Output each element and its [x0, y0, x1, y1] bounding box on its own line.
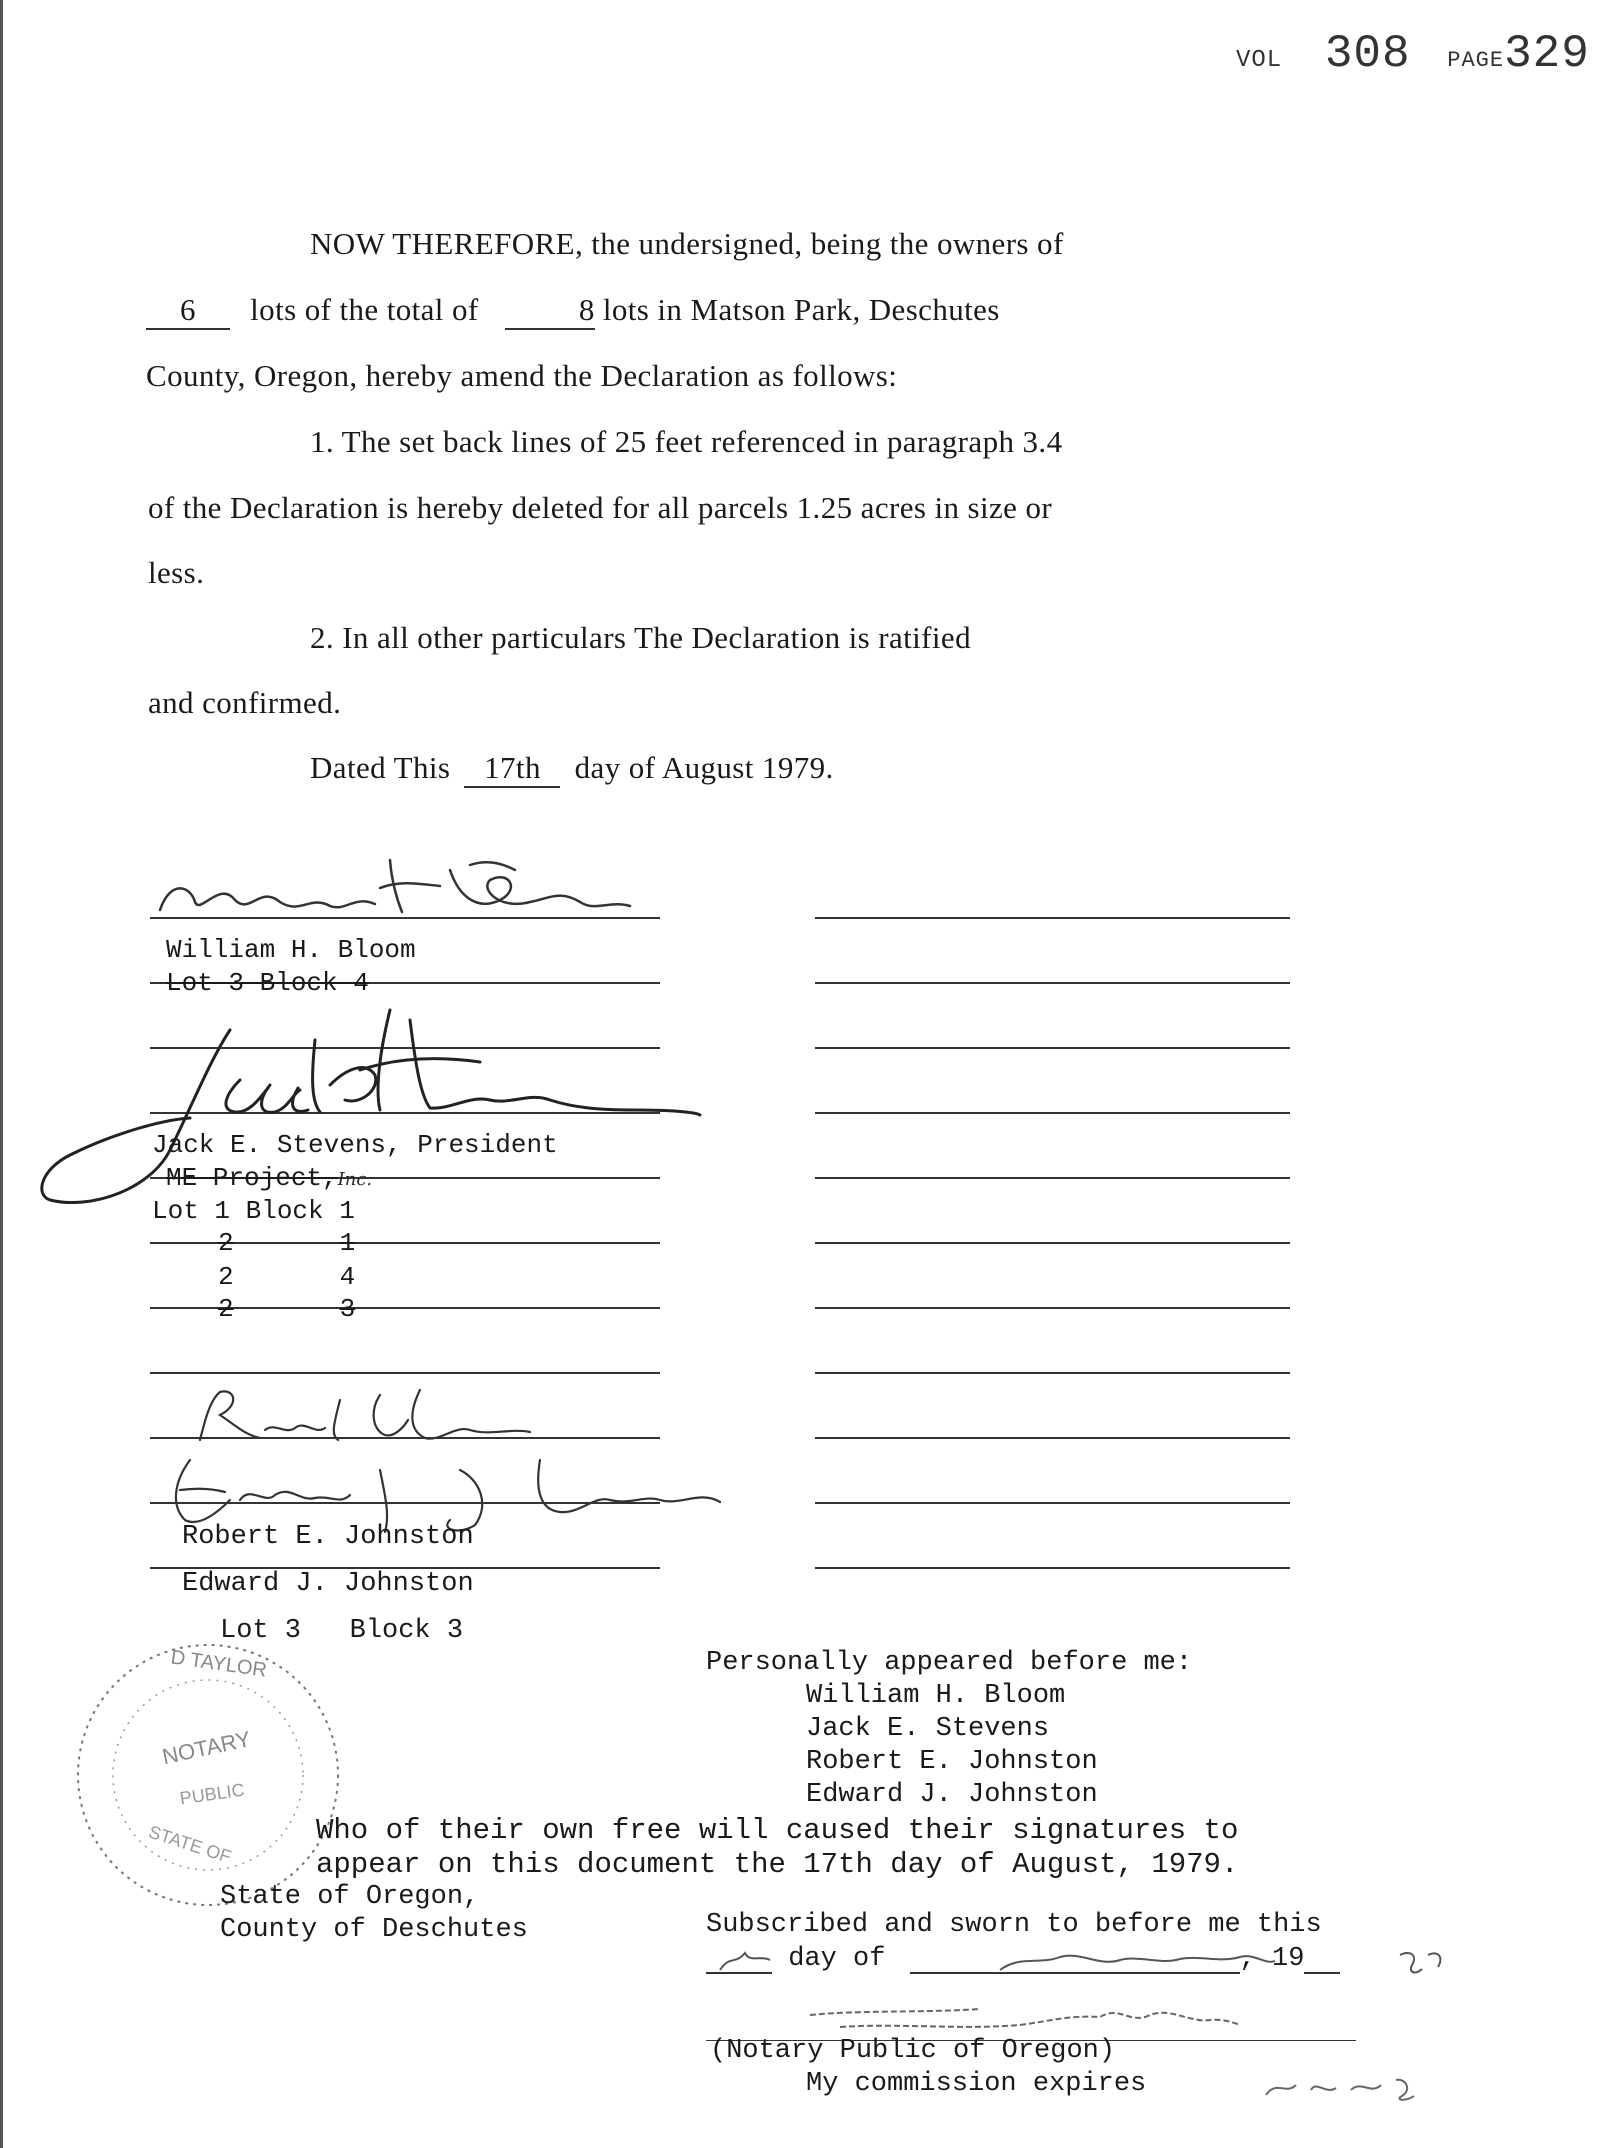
vol-number: 308	[1324, 28, 1411, 80]
sig-line-right-3	[815, 1047, 1290, 1049]
dated-day: 17th	[484, 750, 541, 785]
sig-line-right-4	[815, 1112, 1290, 1114]
page-edge	[0, 0, 3, 2148]
lot-header: Lot 1 Block 1	[152, 1196, 355, 1226]
lot-row-2	[218, 1262, 355, 1292]
sig-line-right-8	[815, 1372, 1290, 1374]
sworn-year-prefix: , 19	[1239, 1944, 1305, 1974]
stevens-company: ME Project,	[166, 1163, 338, 1193]
lot-row-3	[218, 1294, 355, 1324]
stevens-name: Jack E. Stevens, President	[152, 1130, 558, 1160]
intro-mid: lots of the total of	[250, 292, 479, 327]
free-will-line-2: appear on this document the 17th day of August, 1979.	[316, 1848, 1239, 1881]
appeared-label: Personally appeared before me:	[706, 1648, 1193, 1678]
lot-row-3-block: 3	[339, 1294, 356, 1324]
free-will-line-1: Who of their own free will caused their signatures to	[316, 1814, 1239, 1847]
sig-line-right-7	[815, 1307, 1290, 1309]
appeared-name-3: Robert E. Johnston	[806, 1747, 1098, 1777]
item-1-line-3: less.	[148, 555, 205, 590]
dated-line	[310, 750, 834, 788]
lots-total-blank	[505, 292, 595, 330]
intro-line-1: NOW THEREFORE, the undersigned, being the owners of	[310, 226, 1064, 261]
item-2-line-2: and confirmed.	[148, 685, 342, 720]
seal-text-mid: NOTARY	[159, 1726, 253, 1770]
seal-text-low: PUBLIC	[178, 1779, 246, 1809]
dated-day-blank	[464, 750, 560, 788]
lot-row-1-block: 1	[339, 1228, 356, 1258]
bloom-lot: Lot 3 Block 4	[166, 968, 369, 998]
sig-line-left-8	[150, 1372, 660, 1374]
handwritten-sworn-date	[700, 1925, 1460, 1985]
lots-owned-blank	[146, 292, 230, 330]
sig-line-right-1	[815, 917, 1290, 919]
venue-state: State of Oregon,	[220, 1882, 480, 1912]
lot-row-3-lot: 2	[218, 1294, 234, 1324]
edward-name: Edward J. Johnston	[182, 1569, 474, 1599]
notary-title: (Notary Public of Oregon)	[710, 2036, 1116, 2066]
stevens-company-line	[166, 1163, 372, 1193]
vol-label: VOL	[1236, 47, 1283, 74]
seal-text-top: D TAYLOR	[169, 1646, 269, 1682]
lot-row-2-lot: 2	[218, 1262, 234, 1292]
recording-stamp	[1236, 28, 1590, 80]
johnston-lot: Lot 3 Block 3	[220, 1616, 464, 1646]
sig-line-right-10	[815, 1502, 1290, 1504]
dated-prefix: Dated This	[310, 750, 451, 785]
item-2-line-1: 2. In all other particulars The Declaration is ratified	[310, 620, 971, 655]
appeared-name-2: Jack E. Stevens	[806, 1714, 1050, 1744]
robert-name: Robert E. Johnston	[182, 1522, 474, 1552]
item-1-line-1: 1. The set back lines of 25 feet referenced in paragraph 3.4	[310, 424, 1063, 459]
dated-suffix: day of August 1979.	[574, 750, 834, 785]
lots-owned: 6	[180, 292, 196, 327]
intro-line-2	[146, 292, 1000, 330]
intro-end: lots in Matson Park, Deschutes	[602, 292, 1000, 327]
sig-line-right-11	[815, 1567, 1290, 1569]
venue-county: County of Deschutes	[220, 1915, 528, 1945]
lot-row-2-block: 4	[339, 1262, 356, 1292]
lot-row-1-lot: 2	[218, 1228, 234, 1258]
bloom-name: William H. Bloom	[166, 935, 416, 965]
commission-label: My commission expires	[806, 2069, 1147, 2099]
sig-line-right-6	[815, 1242, 1290, 1244]
lot-row-1	[218, 1228, 355, 1258]
seal-text-bottom: STATE OF	[146, 1821, 234, 1867]
handwritten-commission-date	[1256, 2060, 1436, 2110]
signature-bloom	[140, 840, 660, 930]
appeared-name-1: William H. Bloom	[806, 1681, 1066, 1711]
sworn-label: Subscribed and sworn to before me this	[706, 1910, 1322, 1940]
sig-line-right-2	[815, 982, 1290, 984]
sworn-day-label: day of	[788, 1944, 886, 1974]
sig-line-right-9	[815, 1437, 1290, 1439]
intro-line-3: County, Oregon, hereby amend the Declaration as follows:	[146, 358, 898, 393]
page-number: 329	[1504, 28, 1590, 80]
sig-line-right-5	[815, 1177, 1290, 1179]
item-1-line-2: of the Declaration is hereby deleted for all parcels 1.25 acres in size or	[148, 490, 1053, 525]
appeared-name-4: Edward J. Johnston	[806, 1780, 1098, 1810]
page-label: PAGE	[1447, 48, 1505, 73]
lots-total: 8	[578, 292, 595, 327]
stevens-company-hand: Inc.	[337, 1169, 373, 1190]
